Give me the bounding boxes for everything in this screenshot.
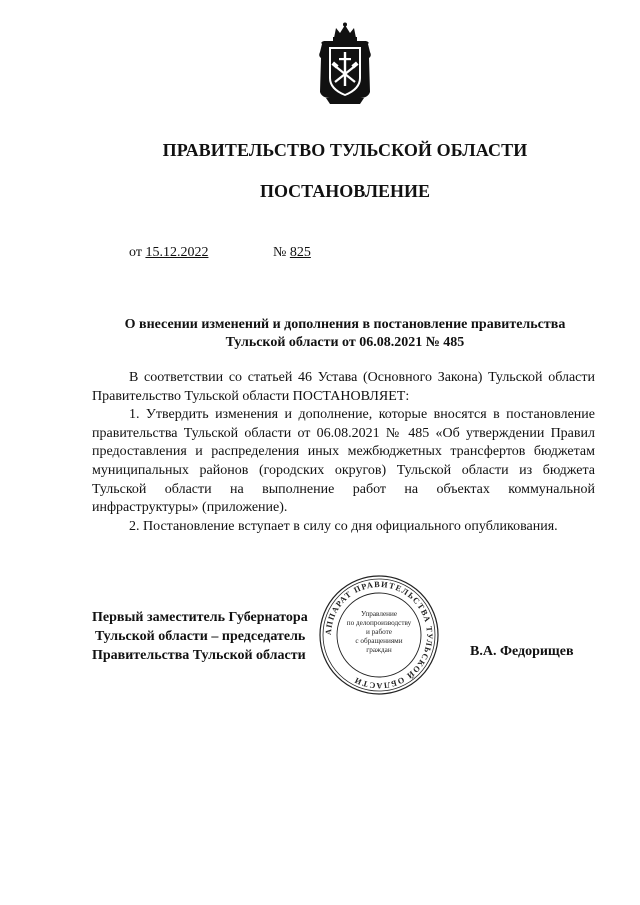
stamp-line-1: Управление (360, 610, 398, 618)
signatory-line-2: Тульской области – председатель (95, 629, 306, 644)
number-prefix: № (273, 245, 287, 260)
document-number (273, 245, 311, 261)
document-body (92, 369, 595, 536)
item-1-paragraph: 1. Утвердить изменения и дополнение, которые вносятся в постановление правительства Тульской области от 06.08.2021 № 485 «Об утверждении Правил предоставления и распределения иных межбюджетных трансфертов бюджетам муниципальных районов (городских округов) Тульской области из бюджета Тульской области на выполнение работ на объектах коммунальной инфраструктуры» (приложение). (92, 407, 595, 516)
stamp-line-2: по делопроизводству (346, 619, 412, 627)
coat-of-arms-icon (316, 22, 374, 108)
stamp-line-4: с обращениями (355, 637, 403, 645)
preamble-paragraph: В соответствии со статьей 46 Устава (Основного Закона) Тульской области Правительство Тульской области ПОСТАНОВЛЯЕТ: (92, 370, 595, 404)
document-subject: О внесении изменений и дополнения в постановление правительства Тульской области от 06.08.2021 № 485 (124, 317, 566, 350)
signatory-line-1: Первый заместитель Губернатора (92, 610, 308, 625)
signatory-name: В.А. Федорищев (470, 644, 574, 659)
stamp-line-5: граждан (366, 646, 392, 654)
signatory-line-3: Правительства Тульской области (92, 648, 306, 663)
signatory-position (92, 608, 308, 665)
stamp-line-3: и работе (366, 628, 392, 636)
government-title: ПРАВИТЕЛЬСТВО ТУЛЬСКОЙ ОБЛАСТИ (162, 140, 528, 160)
document-date (129, 245, 208, 261)
official-stamp (318, 574, 440, 696)
date-value: 15.12.2022 (145, 245, 209, 260)
date-prefix: от (129, 245, 142, 260)
document-type: ПОСТАНОВЛЕНИЕ (259, 181, 431, 201)
number-value: 825 (289, 245, 311, 260)
item-2-paragraph: 2. Постановление вступает в силу со дня официального опубликования. (129, 518, 558, 534)
stamp-ring-text: АППАРАТ ПРАВИТЕЛЬСТВА ТУЛЬСКОЙ ОБЛАСТИ (323, 579, 435, 691)
